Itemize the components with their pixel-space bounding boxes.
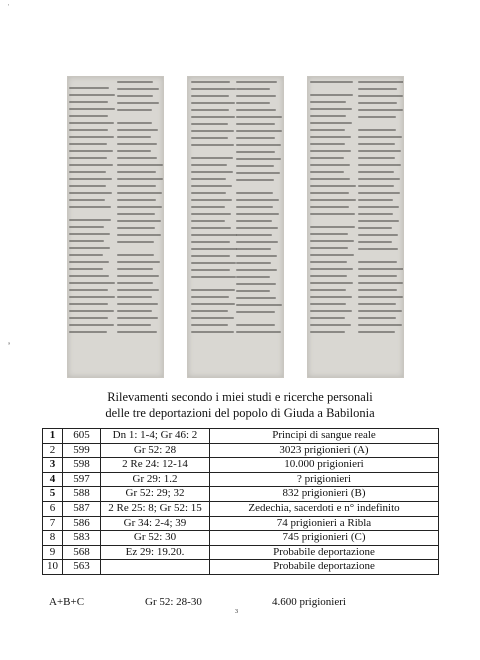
clipping-text-line [358,81,404,83]
clipping-text-line [310,199,356,201]
clipping-text-column [309,77,356,377]
clipping-text-line [191,95,229,97]
clipping-text-line [191,171,233,173]
clipping-text-line [69,261,109,263]
clipping-text-line [358,234,398,236]
clipping-text-line [117,227,155,229]
clipping-text-line [117,234,161,236]
clipping-text-line [310,171,344,173]
clipping-text-line [236,172,280,174]
clipping-text-line [236,179,274,181]
clipping-text-line [236,234,272,236]
row-reference: Ez 29: 19.20. [101,545,210,560]
clipping-text-line [310,81,353,83]
clipping-text-line [236,283,276,285]
clipping-text-line [117,192,162,194]
total-label: A+B+C [49,596,85,608]
clipping-text-line [69,282,115,284]
clipping-text-line [191,199,232,201]
clipping-text-line [191,303,235,305]
row-year: 605 [63,429,101,444]
clipping-text-line [310,275,347,277]
clipping-text-line [117,289,159,291]
clipping-text-line [69,157,107,159]
clipping-text-line [69,164,113,166]
clipping-text-line [117,178,163,180]
clipping-text-line [69,129,108,131]
clipping-text-line [69,185,106,187]
clipping-text-line [310,108,352,110]
clipping-text-line [69,192,112,194]
clipping-text-line [69,115,108,117]
clipping-text-line [69,101,108,103]
clipping-text-line [117,136,151,138]
heading [0,389,480,421]
row-number: 1 [43,429,63,444]
clipping-text-line [310,331,345,333]
clipping-text-line [310,310,352,312]
clipping-text-line [117,102,159,104]
clipping-text-line [191,234,237,236]
clipping-text-line [358,317,396,319]
clipping-text-line [117,157,157,159]
clipping-text-line [191,241,230,243]
clipping-text-line [191,220,225,222]
clipping-text-line [358,289,397,291]
clipping-text-line [117,206,162,208]
clipping-text-line [117,199,156,201]
row-year: 599 [63,443,101,458]
row-number: 7 [43,516,63,531]
clipping-text-line [191,178,226,180]
clipping-text-line [236,88,270,90]
newspaper-clipping-2 [187,76,284,378]
deportation-table-body [43,429,439,575]
clipping-text-line [358,282,403,284]
clipping-text-line [117,254,154,256]
row-reference: Gr 52: 29; 32 [101,487,210,502]
clipping-text-line [69,268,103,270]
clipping-text-line [236,227,278,229]
clipping-text-line [191,269,230,271]
clipping-text-line [191,324,228,326]
clipping-text-line [310,192,349,194]
clipping-text-line [69,296,115,298]
clipping-text-line [310,261,347,263]
clipping-text-line [191,317,234,319]
clipping-text-line [358,157,395,159]
clipping-text-column [69,77,116,377]
row-number: 3 [43,458,63,473]
newspaper-clipping-1 [67,76,164,378]
clipping-text-line [191,276,236,278]
clipping-text-line [236,165,274,167]
table-row [43,487,439,502]
clipping-text-line [191,88,236,90]
clipping-text-line [117,324,151,326]
clipping-text-line [117,185,156,187]
clipping-text-line [358,268,404,270]
clipping-text-line [69,150,113,152]
row-year: 583 [63,531,101,546]
clipping-text-line [358,171,394,173]
clipping-text-line [69,94,115,96]
clipping-text-line [117,164,163,166]
clipping-text-line [358,88,397,90]
clipping-text-line [69,254,103,256]
clipping-text-line [358,213,393,215]
clipping-text-line [358,227,392,229]
clipping-text-line [236,158,281,160]
clipping-text-line [310,282,353,284]
row-year: 598 [63,458,101,473]
clipping-text-line [236,192,273,194]
clipping-text-line [310,94,353,96]
clipping-text-line [358,303,396,305]
clipping-text-line [191,206,225,208]
row-year: 563 [63,560,101,575]
clipping-text-line [358,178,400,180]
clipping-text-line [117,95,153,97]
clipping-text-line [310,213,355,215]
clipping-text-line [191,164,227,166]
clipping-text-line [69,310,114,312]
heading-line-2: delle tre deportazioni del popolo di Giuda a Babilonia [105,406,375,420]
clipping-text-line [191,157,233,159]
row-description: Zedechia, sacerdoti e n° indefinito [210,501,439,516]
clipping-text-line [310,185,356,187]
clipping-text-line [236,290,270,292]
clipping-text-line [69,289,108,291]
clipping-text-line [310,254,354,256]
total-value: 4.600 prigionieri [272,596,346,608]
clipping-text-line [310,136,351,138]
clipping-text-line [236,255,277,257]
clipping-text-line [117,171,156,173]
clipping-text-column [356,77,403,377]
clipping-text-line [310,150,351,152]
clipping-text-line [117,317,158,319]
row-description: 745 prigionieri (C) [210,531,439,546]
table-row [43,458,439,473]
clipping-text-line [236,276,270,278]
clipping-text-line [236,144,281,146]
clipping-text-line [69,87,109,89]
table-row [43,545,439,560]
clipping-text-line [191,262,236,264]
clipping-text-line [236,248,271,250]
clipping-text-line [236,241,278,243]
clipping-text-line [358,136,402,138]
clipping-text-line [117,220,161,222]
clipping-text-line [69,233,110,235]
row-reference: Gr 52: 30 [101,531,210,546]
clipping-text-line [236,151,275,153]
row-reference: 2 Re 25: 8; Gr 52: 15 [101,501,210,516]
clipping-text-line [117,129,158,131]
row-description: 74 prigionieri a Ribla [210,516,439,531]
clipping-text-line [236,324,275,326]
clipping-text-column [236,77,283,377]
clipping-text-line [69,331,107,333]
clipping-text-line [117,109,152,111]
clipping-text-line [191,102,235,104]
clipping-text-line [310,206,349,208]
row-description: 10.000 prigionieri [210,458,439,473]
clipping-text-line [69,108,115,110]
clipping-text-line [310,101,346,103]
clipping-text-line [310,268,353,270]
margin-mark-side: ’ [8,341,10,351]
clipping-text-line [69,178,112,180]
clipping-text-line [358,220,399,222]
clipping-text-line [236,137,275,139]
clipping-text-line [69,317,108,319]
row-reference: Dn 1: 1-4; Gr 46: 2 [101,429,210,444]
clipping-text-line [191,109,229,111]
clipping-text-line [191,116,235,118]
clipping-text-line [236,95,276,97]
row-description: ? prigionieri [210,472,439,487]
clipping-text-line [236,304,282,306]
clipping-text-line [117,150,151,152]
clipping-text-line [236,220,272,222]
table-row [43,429,439,444]
clipping-text-line [191,296,229,298]
clipping-text-line [117,282,153,284]
newspaper-clipping-3 [307,76,404,378]
deportation-table [42,428,439,575]
clipping-text-line [236,297,276,299]
clipping-text-line [236,81,277,83]
row-number: 2 [43,443,63,458]
clipping-text-line [117,143,157,145]
clipping-text-line [310,164,350,166]
clipping-text-column [116,77,163,377]
clipping-text-line [236,116,282,118]
clipping-text-line [117,261,160,263]
clipping-text-line [191,227,231,229]
clipping-text-line [358,261,397,263]
row-number: 4 [43,472,63,487]
row-description: Probabile deportazione [210,545,439,560]
clipping-text-line [69,171,106,173]
clipping-text-line [69,303,108,305]
margin-mark-top: ˈ [7,3,10,12]
clipping-text-line [358,241,392,243]
clipping-text-line [191,255,230,257]
clipping-text-column [189,77,236,377]
row-number: 8 [43,531,63,546]
row-number: 9 [43,545,63,560]
clipping-text-line [191,144,234,146]
clipping-text-line [358,275,397,277]
row-number: 5 [43,487,63,502]
clipping-text-line [358,192,400,194]
row-number: 10 [43,560,63,575]
clipping-text-line [117,241,154,243]
clipping-text-line [69,143,107,145]
clipping-text-line [236,102,270,104]
clipping-text-line [236,123,275,125]
clipping-text-line [117,88,159,90]
page-number: 3 [235,609,238,615]
clipping-text-line [236,331,281,333]
clipping-text-line [310,122,352,124]
clipping-text-line [117,81,153,83]
clipping-text-line [358,102,397,104]
row-reference: 2 Re 24: 12-14 [101,458,210,473]
clipping-text-line [358,248,398,250]
table-row [43,472,439,487]
clipping-text-line [191,310,228,312]
clipping-text-line [358,129,396,131]
clipping-text-line [358,331,395,333]
clipping-text-line [310,324,351,326]
clipping-text-line [69,324,114,326]
clipping-text-line [117,303,158,305]
clipping-text-line [358,150,401,152]
table-row [43,501,439,516]
clipping-text-line [191,123,228,125]
table-row [43,516,439,531]
clipping-text-line [191,81,230,83]
clipping-text-line [236,269,277,271]
table-row [43,443,439,458]
total-reference: Gr 52: 28-30 [145,596,202,608]
clipping-text-line [236,206,273,208]
clipping-text-line [310,317,345,319]
row-description: 3023 prigionieri (A) [210,443,439,458]
row-reference: Gr 29: 1.2 [101,472,210,487]
heading-line-1: Rilevamenti secondo i miei studi e ricerche personali [107,390,373,404]
clipping-text-line [69,122,114,124]
row-year: 568 [63,545,101,560]
clipping-text-line [310,296,352,298]
clipping-text-line [69,275,109,277]
row-year: 587 [63,501,101,516]
row-description: Principi di sangue reale [210,429,439,444]
clipping-text-line [358,324,402,326]
row-year: 597 [63,472,101,487]
clipping-text-line [69,136,114,138]
clipping-text-line [117,122,152,124]
clipping-text-line [310,303,346,305]
clipping-text-line [69,247,110,249]
clipping-text-line [310,129,345,131]
clipping-text-line [310,115,346,117]
clipping-text-line [236,109,276,111]
row-number: 6 [43,501,63,516]
clipping-text-line [117,268,153,270]
clipping-text-line [310,240,354,242]
clipping-text-line [358,310,402,312]
clipping-text-line [236,199,279,201]
clipping-text-line [236,213,279,215]
clipping-text-line [358,185,394,187]
table-row [43,531,439,546]
clipping-text-line [358,109,403,111]
row-description: 832 prigionieri (B) [210,487,439,502]
clipping-text-line [191,185,232,187]
clipping-text-line [310,233,348,235]
clipping-text-line [69,226,104,228]
clipping-text-line [310,226,355,228]
clipping-text-line [358,206,399,208]
clipping-text-line [69,219,111,221]
clipping-text-line [310,157,344,159]
clipping-text-line [310,289,346,291]
clipping-text-line [358,164,401,166]
clipping-text-line [310,247,348,249]
clipping-text-line [236,311,275,313]
clipping-text-line [191,137,228,139]
clipping-text-line [117,310,152,312]
clipping-text-line [117,275,159,277]
clipping-text-line [236,130,282,132]
clipping-text-line [358,143,395,145]
clipping-text-line [117,296,152,298]
clipping-text-line [191,213,231,215]
clipping-text-line [310,178,350,180]
clipping-text-line [69,199,105,201]
clipping-text-line [191,331,234,333]
clipping-text-line [191,192,226,194]
row-reference: Gr 52: 28 [101,443,210,458]
clipping-text-line [69,206,111,208]
clipping-text-line [191,248,237,250]
row-year: 588 [63,487,101,502]
row-reference [101,560,210,575]
row-description: Probabile deportazione [210,560,439,575]
clipping-text-line [310,143,345,145]
clipping-text-line [358,116,396,118]
clipping-text-line [358,296,403,298]
clipping-text-line [191,289,235,291]
clipping-text-line [69,240,104,242]
row-reference: Gr 34: 2-4; 39 [101,516,210,531]
clipping-text-line [117,331,157,333]
clipping-text-line [358,95,403,97]
row-year: 586 [63,516,101,531]
clipping-text-line [191,130,234,132]
table-row [43,560,439,575]
clipping-text-line [358,199,393,201]
clipping-text-line [117,213,155,215]
clipping-text-line [236,262,271,264]
